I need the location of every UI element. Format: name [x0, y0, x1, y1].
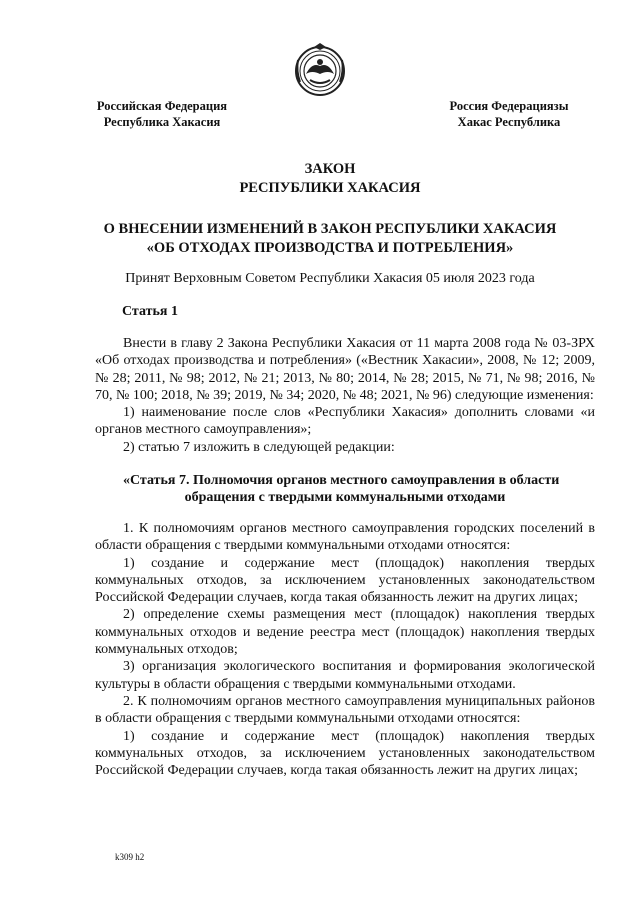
article1-body	[95, 335, 595, 456]
law-subject	[80, 220, 580, 258]
title-line1: ЗАКОН	[304, 161, 356, 177]
document-title	[80, 160, 580, 198]
header-right-line2: Хакас Республика	[457, 115, 561, 129]
article7-paragraph: 3) организация экологического воспитания и формирования экологической культуры в области обращения с твердыми коммунальными отходами.	[95, 659, 595, 692]
accepted-line: Принят Верховным Советом Республики Хакасия 05 июля 2023 года	[125, 271, 535, 286]
article7-paragraph: 1) создание и содержание мест (площадок) накопления твердых коммунальных отходов, за исключением установленных законодательством Российской Федерации случаев, когда такая обязанность лежит на других лицах;	[95, 555, 595, 606]
header-left-line2: Республика Хакасия	[103, 115, 221, 129]
coat-of-arms-icon	[290, 40, 350, 100]
header-left-line1: Российская Федерация	[96, 99, 228, 113]
article7-paragraph: 1) создание и содержание мест (площадок) накопления твердых коммунальных отходов, за исключением установленных законодательством Российской Федерации случаев, когда такая обязанность лежит на других лицах;	[95, 728, 595, 779]
header-right-line1: Россия Федерациязы	[449, 99, 569, 113]
article7-paragraph: 1. К полномочиям органов местного самоуправления городских поселений в области обращения с твердыми коммунальными отходами относятся:	[95, 521, 595, 554]
article7-paragraph: 2) определение схемы размещения мест (площадок) накопления твердых коммунальных отходов и ведение реестра мест (площадок) накопления твердых коммунальных отходов;	[95, 607, 595, 658]
article7-heading-line1: «Статья 7. Полномочия органов местного самоуправления в области	[123, 473, 560, 488]
article7-heading-line2: обращения с твердыми коммунальными отходами	[184, 490, 506, 505]
header-left	[88, 98, 236, 130]
article1-intro: Внести в главу 2 Закона Республики Хакасия от 11 марта 2008 года № 03-ЗРХ «Об отходах производства и потребления» («Вестник Хакасии», 2008, № 12; 2009, № 28; 2011, № 98; 2012, № 21; 2013, № 80; 2014, № 28; 2015, № 71, № 98; 2016, № 70, № 100; 2018, № 39; 2019, № 34; 2020, № 48; 2021, № 96) следующие изменения:	[95, 336, 595, 403]
article1-heading: Статья 1	[122, 304, 178, 319]
article1-item1: 1) наименование после слов «Республики Хакасия» дополнить словами «и органов местного самоуправления»;	[95, 405, 595, 438]
subject-line2: «ОБ ОТХОДАХ ПРОИЗВОДСТВА И ПОТРЕБЛЕНИЯ»	[146, 240, 514, 256]
subject-line1: О ВНЕСЕНИИ ИЗМЕНЕНИЙ В ЗАКОН РЕСПУБЛИКИ ХАКАСИЯ	[103, 221, 557, 237]
footer-code: k309 h2	[115, 852, 145, 862]
header-right	[436, 98, 582, 130]
title-line2: РЕСПУБЛИКИ ХАКАСИЯ	[239, 180, 421, 196]
article7-heading	[95, 472, 595, 506]
article7-paragraph: 2. К полномочиям органов местного самоуправления муниципальных районов в области обращения с твердыми коммунальными отходами относятся:	[95, 693, 595, 727]
article1-item2: 2) статью 7 изложить в следующей редакции:	[123, 439, 395, 455]
article7-body	[95, 520, 595, 779]
